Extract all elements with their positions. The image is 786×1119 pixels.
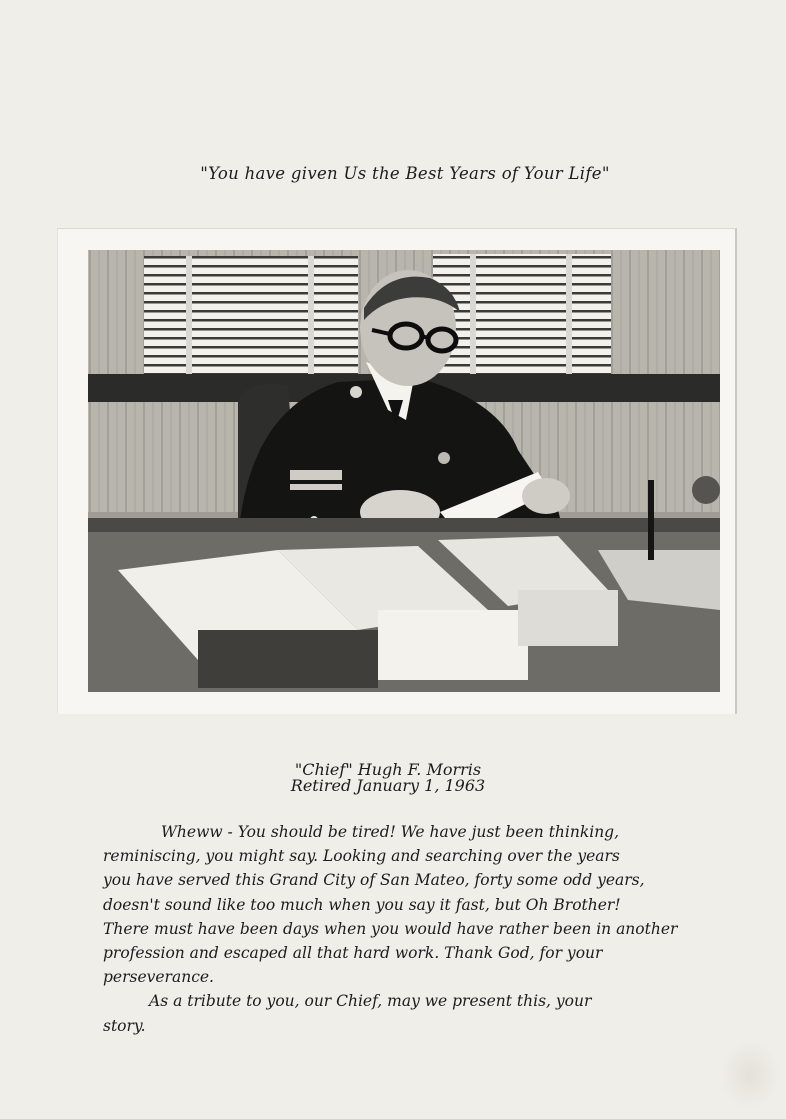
letter-line: Wheww - You should be tired! We have just been thinking, bbox=[161, 823, 620, 841]
photo-caption-name: "Chief" Hugh F. Morris bbox=[294, 760, 482, 779]
letter-line: As a tribute to you, our Chief, may we present this, your bbox=[149, 992, 592, 1011]
letter-line: There must have been days when you would have rather been in another bbox=[103, 919, 678, 938]
paper-stain bbox=[720, 1040, 780, 1110]
tribute-letter bbox=[103, 820, 723, 1038]
letter-line: story. bbox=[103, 1016, 146, 1035]
letter-line: doesn't sound like too much when you say it fast, but Oh Brother! bbox=[103, 895, 621, 914]
photo-caption-retired: Retired January 1, 1963 bbox=[290, 776, 486, 795]
letter-line: reminiscing, you might say. Looking and searching over the years bbox=[103, 847, 620, 866]
letter-line: profession and escaped all that hard work. Thank God, for your bbox=[103, 944, 603, 963]
letter-line: perseverance. bbox=[103, 968, 214, 987]
letter-line: you have served this Grand City of San Mateo, forty some odd years, bbox=[103, 871, 645, 890]
chief-photograph bbox=[88, 250, 720, 692]
page-title: "You have given Us the Best Years of Your Life" bbox=[200, 164, 610, 183]
